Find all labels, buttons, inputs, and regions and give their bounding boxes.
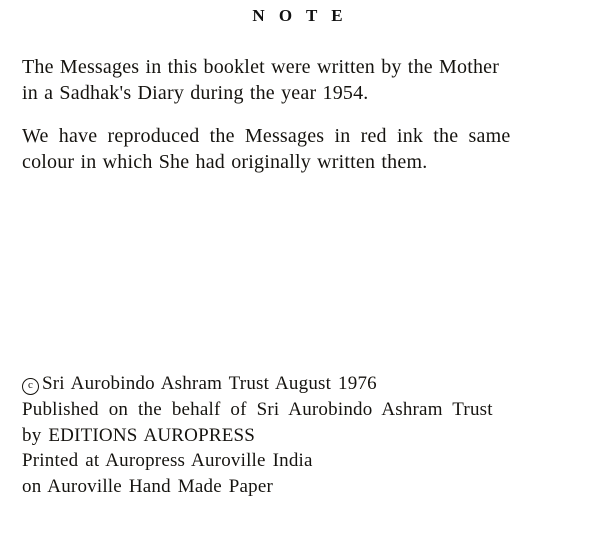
copyright-icon: c [22,378,39,395]
note-paragraph-1-lastline: in a Sadhak's Diary during the year 1954. [22,82,369,105]
imprint-block [22,371,578,500]
published-line: Published on the behalf of Sri Aurobindo Ashram Trust [22,398,493,420]
paper-line: on Auroville Hand Made Paper [22,476,274,498]
copyright-text: Sri Aurobindo Ashram Trust August 1976 [42,373,377,394]
printed-line: Printed at Auropress Auroville India [22,450,313,472]
document-page [0,6,600,553]
note-body [22,54,578,176]
note-paragraph-2-text: We have reproduced the Messages in red ink the same [22,124,511,147]
publisher-line: by EDITIONS AUROPRESS [22,424,256,446]
note-paragraph-2 [22,123,578,176]
note-paragraph-2-lastline: colour in which She had originally written them. [22,151,428,174]
note-paragraph-1-text: The Messages in this booklet were written by the Mother [22,56,500,78]
copyright-line [22,371,578,397]
page-title: N O T E [252,6,348,25]
note-paragraph-1 [22,54,578,107]
